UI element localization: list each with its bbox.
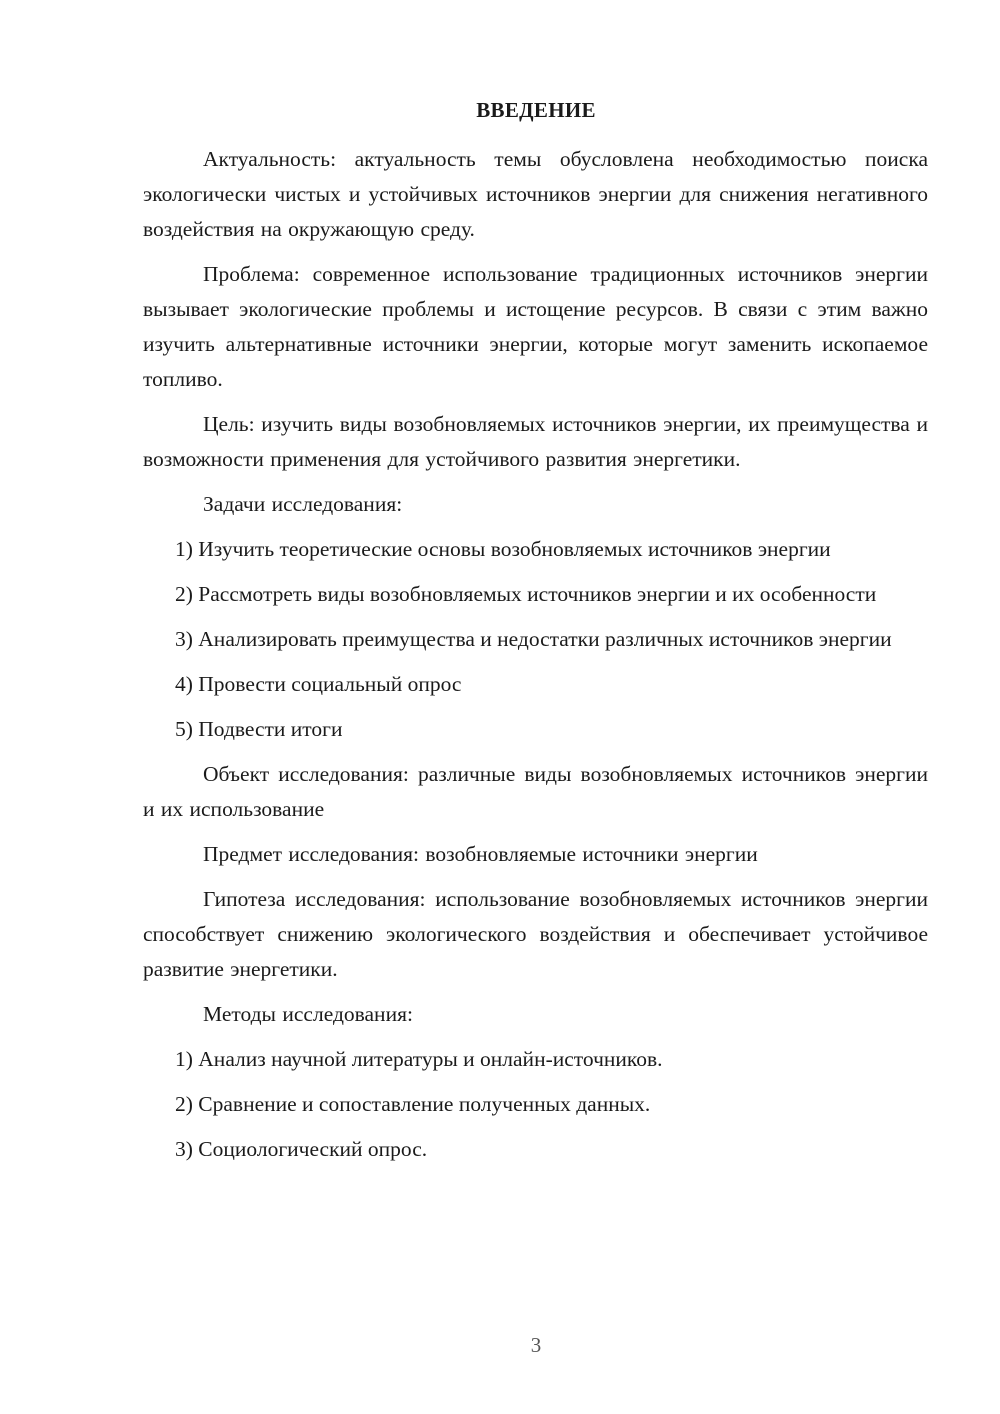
object-paragraph: Объект исследования: различные виды возобновляемых источников энергии и их использование [143, 762, 928, 821]
goal-paragraph: Цель: изучить виды возобновляемых источников энергии, их преимущества и возможности применения для устойчивого развития энергетики. [143, 412, 928, 471]
method-item-2: 2) Сравнение и сопоставление полученных данных. [175, 1092, 651, 1116]
task-item-3: 3) Анализировать преимущества и недостатки различных источников энергии [175, 627, 892, 651]
methods-heading: Методы исследования: [203, 1002, 413, 1026]
method-item-1: 1) Анализ научной литературы и онлайн-источников. [175, 1047, 663, 1071]
tasks-heading: Задачи исследования: [203, 492, 403, 516]
method-item-3: 3) Социологический опрос. [175, 1137, 428, 1161]
task-item-2: 2) Рассмотреть виды возобновляемых источников энергии и их особенности [175, 582, 877, 606]
introduction-body [143, 142, 928, 1177]
page-title: ВВЕДЕНИЕ [476, 98, 596, 122]
task-item-1: 1) Изучить теоретические основы возобновляемых источников энергии [175, 537, 831, 561]
relevance-paragraph: Актуальность: актуальность темы обусловлена необходимостью поиска экологически чистых и устойчивых источников энергии для снижения негативного воздействия на окружающую среду. [143, 147, 928, 241]
task-item-5: 5) Подвести итоги [175, 717, 343, 741]
page-number: 3 [530, 1333, 542, 1357]
subject-paragraph: Предмет исследования: возобновляемые источники энергии [203, 842, 758, 866]
hypothesis-paragraph: Гипотеза исследования: использование возобновляемых источников энергии способствует снижению экологического воздействия и обеспечивает устойчивое развитие энергетики. [143, 887, 928, 981]
task-item-4: 4) Провести социальный опрос [175, 672, 462, 696]
problem-paragraph: Проблема: современное использование традиционных источников энергии вызывает экологические проблемы и истощение ресурсов. В связи с этим важно изучить альтернативные источники энергии, которые могут заменить ископаемое топливо. [143, 262, 928, 391]
